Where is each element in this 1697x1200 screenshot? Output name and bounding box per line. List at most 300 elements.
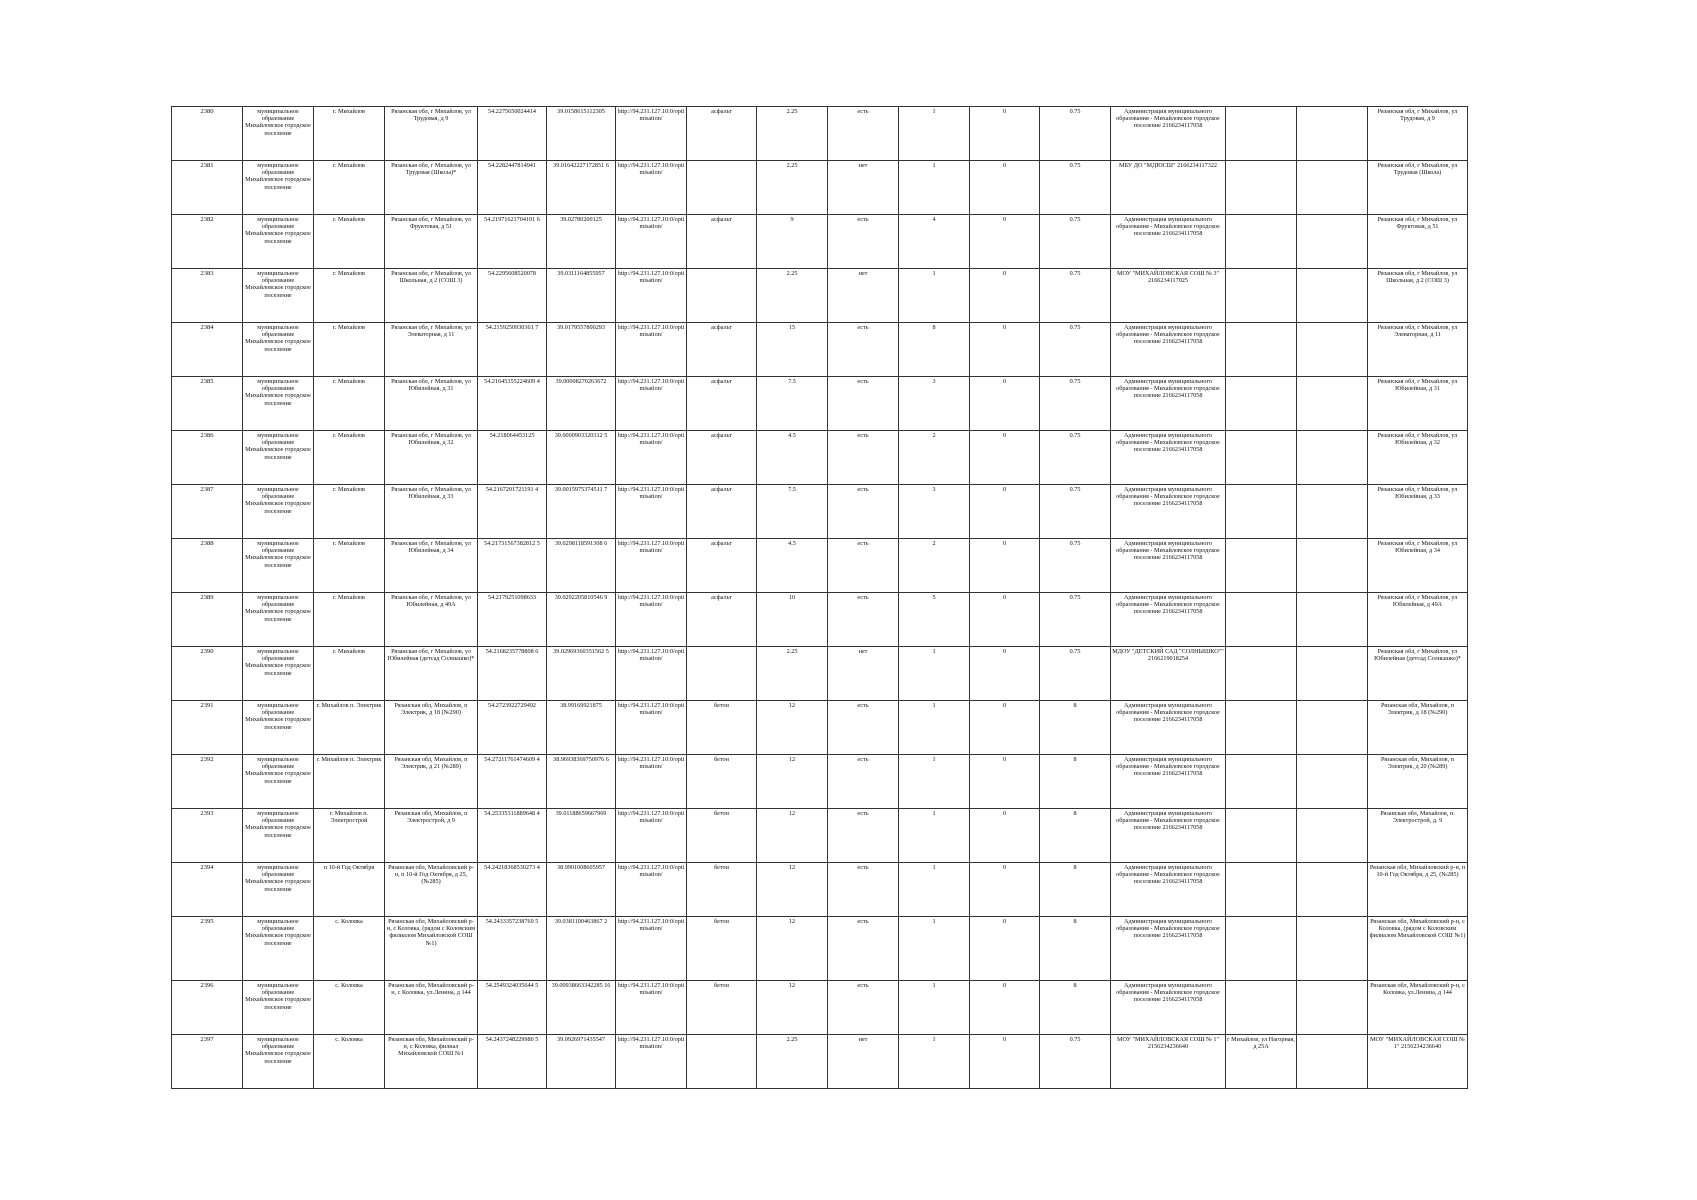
address-cell: Рязанская обл, г Михайлов, ул Юбилейная (детсад Солнышко)* <box>385 647 478 701</box>
container-count-cell: 1 <box>899 917 970 981</box>
container-count-cell: 5 <box>899 593 970 647</box>
table-row <box>172 809 1468 863</box>
address-cell: Рязанская обл, Михайловский р-н, с Коловка, (рядом с Коловским филиалом Михайловской СОШ №1) <box>385 917 478 981</box>
table-row <box>172 107 1468 161</box>
surface-cell: асфальт <box>687 377 757 431</box>
fence-cell: нет <box>828 1035 899 1089</box>
extra-cell-2 <box>1297 107 1368 161</box>
owner-cell: МОУ "МИХАЙЛОВСКАЯ СОШ № 3" 2166234117025 <box>1111 269 1226 323</box>
locality-cell: г. Михайлов <box>314 161 385 215</box>
owner-cell: Администрация муниципального образования - Михайловское городское поселение 2166234117058 <box>1111 809 1226 863</box>
reserved-count-cell: 0 <box>970 647 1040 701</box>
fence-cell: есть <box>828 701 899 755</box>
address-cell: Рязанская обл, г Михайлов, ул Юбилейная, д 31 <box>385 377 478 431</box>
latitude-cell: 54.21645355224609 4 <box>478 377 547 431</box>
extra-cell <box>1226 647 1297 701</box>
reserved-count-cell: 0 <box>970 917 1040 981</box>
owner-cell: Администрация муниципального образования - Михайловское городское поселение 2166234117058 <box>1111 593 1226 647</box>
longitude-cell: 39.00938663342285 16 <box>547 981 616 1035</box>
organization-cell: муниципальное образование Михайловское городское поселение <box>243 1035 314 1089</box>
table-row <box>172 1035 1468 1089</box>
extra-cell <box>1226 917 1297 981</box>
fence-cell: нет <box>828 269 899 323</box>
extra-cell <box>1226 863 1297 917</box>
table-row <box>172 323 1468 377</box>
container-count-cell: 1 <box>899 647 970 701</box>
container-count-cell: 1 <box>899 1035 970 1089</box>
latitude-cell: 54.2433357238769 5 <box>478 917 547 981</box>
area-cell: 12 <box>757 809 828 863</box>
latitude-cell: 54.21731567382812 5 <box>478 539 547 593</box>
area-cell: 2.25 <box>757 107 828 161</box>
row-number: 2388 <box>172 539 243 593</box>
longitude-cell: 39.0292205810546 9 <box>547 593 616 647</box>
reserved-count-cell: 0 <box>970 863 1040 917</box>
volume-cell: 0.75 <box>1040 485 1111 539</box>
longitude-cell: 39.0179557800293 <box>547 323 616 377</box>
volume-cell: 8 <box>1040 809 1111 863</box>
extra-cell-2 <box>1297 323 1368 377</box>
extra-cell-2 <box>1297 539 1368 593</box>
source-address-cell: Рязанская обл, г Михайлов, ул Юбилейная, д 34 <box>1368 539 1468 593</box>
fence-cell: есть <box>828 917 899 981</box>
locality-cell: г. Михайлов п. Электрик <box>314 755 385 809</box>
organization-cell: муниципальное образование Михайловское городское поселение <box>243 981 314 1035</box>
locality-cell: г. Михайлов <box>314 647 385 701</box>
extra-cell <box>1226 755 1297 809</box>
volume-cell: 0.75 <box>1040 1035 1111 1089</box>
surface-cell: асфальт <box>687 485 757 539</box>
row-number: 2381 <box>172 161 243 215</box>
fence-cell: есть <box>828 323 899 377</box>
latitude-cell: 54.27211761474609 4 <box>478 755 547 809</box>
owner-cell: Администрация муниципального образования - Михайловское городское поселение 2166234117058 <box>1111 917 1226 981</box>
link-cell: http://94.231.127.10:0/optimisation/ <box>616 981 687 1035</box>
locality-cell: г. Михайлов п. Электрик <box>314 701 385 755</box>
locality-cell: г. Михайлов <box>314 323 385 377</box>
locality-cell: с. Коловка <box>314 1035 385 1089</box>
volume-cell: 0.75 <box>1040 161 1111 215</box>
surface-cell: бетон <box>687 863 757 917</box>
containers-register-table <box>171 106 1468 1089</box>
organization-cell: муниципальное образование Михайловское городское поселение <box>243 431 314 485</box>
organization-cell: муниципальное образование Михайловское городское поселение <box>243 917 314 981</box>
locality-cell: г. Михайлов <box>314 215 385 269</box>
container-count-cell: 1 <box>899 809 970 863</box>
locality-cell: г. Михайлов <box>314 377 385 431</box>
source-address-cell: Рязанская обл, г Михайлов, ул Юбилейная (детсад Солнышко)* <box>1368 647 1468 701</box>
table-row <box>172 539 1468 593</box>
extra-cell-2 <box>1297 1035 1368 1089</box>
latitude-cell: 54.218064453125 <box>478 431 547 485</box>
longitude-cell: 39.0158615112305 <box>547 107 616 161</box>
latitude-cell: 54.2282447814941 <box>478 161 547 215</box>
row-number: 2387 <box>172 485 243 539</box>
volume-cell: 0.75 <box>1040 323 1111 377</box>
reserved-count-cell: 0 <box>970 431 1040 485</box>
latitude-cell: 54.24218368530273 4 <box>478 863 547 917</box>
locality-cell: г. Михайлов п. Электрострой <box>314 809 385 863</box>
longitude-cell: 39.00008270263672 <box>547 377 616 431</box>
extra-cell-2 <box>1297 647 1368 701</box>
longitude-cell: 39.0311164855957 <box>547 269 616 323</box>
source-address-cell: Рязанская обл, г Михайлов, ул Юбилейная, д 33 <box>1368 485 1468 539</box>
container-count-cell: 1 <box>899 701 970 755</box>
extra-cell: г Михайлов, ул Нагорная, д 25А <box>1226 1035 1297 1089</box>
fence-cell: есть <box>828 593 899 647</box>
reserved-count-cell: 0 <box>970 701 1040 755</box>
container-count-cell: 1 <box>899 269 970 323</box>
volume-cell: 8 <box>1040 917 1111 981</box>
locality-cell: г. Михайлов <box>314 431 385 485</box>
source-address-cell: Рязанская обл, Михайлов, п Электрик, д 20 (№289) <box>1368 755 1468 809</box>
area-cell: 4.5 <box>757 539 828 593</box>
fence-cell: нет <box>828 161 899 215</box>
link-cell: http://94.231.127.10:0/optimisation/ <box>616 647 687 701</box>
address-cell: Рязанская обл, Михайлов, п Электрострой, д 9 <box>385 809 478 863</box>
link-cell: http://94.231.127.10:0/optimisation/ <box>616 323 687 377</box>
extra-cell-2 <box>1297 485 1368 539</box>
surface-cell: асфальт <box>687 431 757 485</box>
owner-cell: Администрация муниципального образования - Михайловское городское поселение 2166234117058 <box>1111 755 1226 809</box>
longitude-cell: 38.99169921875 <box>547 701 616 755</box>
source-address-cell: Рязанская обл, Михайлов, п Электрик, д 18 (№290) <box>1368 701 1468 755</box>
extra-cell <box>1226 107 1297 161</box>
area-cell: 15 <box>757 323 828 377</box>
table-row <box>172 981 1468 1035</box>
area-cell: 4.5 <box>757 431 828 485</box>
owner-cell: МБУ ДО "МДЮСШ" 2166234117322 <box>1111 161 1226 215</box>
volume-cell: 0.75 <box>1040 215 1111 269</box>
address-cell: Рязанская обл, Михайловский р-н, с Коловка, филиал Михайловской СОШ №1 <box>385 1035 478 1089</box>
extra-cell <box>1226 323 1297 377</box>
longitude-cell: 39.02969360351562 5 <box>547 647 616 701</box>
volume-cell: 0.75 <box>1040 377 1111 431</box>
organization-cell: муниципальное образование Михайловское городское поселение <box>243 161 314 215</box>
longitude-cell: 39.0926971435547 <box>547 1035 616 1089</box>
organization-cell: муниципальное образование Михайловское городское поселение <box>243 323 314 377</box>
reserved-count-cell: 0 <box>970 755 1040 809</box>
reserved-count-cell: 0 <box>970 377 1040 431</box>
owner-cell: МДОУ "ДЕТСКИЙ САД "СОЛНЫШКО"" 2166219018254 <box>1111 647 1226 701</box>
extra-cell <box>1226 539 1297 593</box>
owner-cell: МОУ "МИХАЙЛОВСКАЯ СОШ № 1" 2156234236640 <box>1111 1035 1226 1089</box>
locality-cell: г. Михайлов <box>314 107 385 161</box>
source-address-cell: Рязанская обл, г Михайлов, ул Трудовая, д 9 <box>1368 107 1468 161</box>
row-number: 2382 <box>172 215 243 269</box>
address-cell: Рязанская обл, Михайловский р-н, с Коловка, ул.Ленина, д 144 <box>385 981 478 1035</box>
row-number: 2396 <box>172 981 243 1035</box>
organization-cell: муниципальное образование Михайловское городское поселение <box>243 539 314 593</box>
latitude-cell: 54.2275650024414 <box>478 107 547 161</box>
latitude-cell: 54.2295608520078 <box>478 269 547 323</box>
fence-cell: есть <box>828 485 899 539</box>
reserved-count-cell: 0 <box>970 809 1040 863</box>
row-number: 2383 <box>172 269 243 323</box>
extra-cell-2 <box>1297 863 1368 917</box>
organization-cell: муниципальное образование Михайловское городское поселение <box>243 647 314 701</box>
row-number: 2386 <box>172 431 243 485</box>
link-cell: http://94.231.127.10:0/optimisation/ <box>616 431 687 485</box>
address-cell: Рязанская обл, г Михайлов, ул Трудовая (Школа)* <box>385 161 478 215</box>
area-cell: 12 <box>757 981 828 1035</box>
owner-cell: Администрация муниципального образования - Михайловское городское поселение 2166234117058 <box>1111 539 1226 593</box>
fence-cell: есть <box>828 755 899 809</box>
address-cell: Рязанская обл, г Михайлов, ул Трудовая, д 9 <box>385 107 478 161</box>
organization-cell: муниципальное образование Михайловское городское поселение <box>243 755 314 809</box>
longitude-cell: 39.01188659667969 <box>547 809 616 863</box>
table-row <box>172 377 1468 431</box>
organization-cell: муниципальное образование Михайловское городское поселение <box>243 269 314 323</box>
surface-cell: бетон <box>687 809 757 863</box>
volume-cell: 8 <box>1040 755 1111 809</box>
fence-cell: есть <box>828 809 899 863</box>
organization-cell: муниципальное образование Михайловское городское поселение <box>243 485 314 539</box>
container-count-cell: 8 <box>899 323 970 377</box>
link-cell: http://94.231.127.10:0/optimisation/ <box>616 539 687 593</box>
link-cell: http://94.231.127.10:0/optimisation/ <box>616 809 687 863</box>
spreadsheet-page <box>171 106 1466 1089</box>
table-row <box>172 269 1468 323</box>
volume-cell: 0.75 <box>1040 647 1111 701</box>
address-cell: Рязанская обл, Михайловский р-н, п 10-й Год Октября, д 25, (№285) <box>385 863 478 917</box>
area-cell: 2.25 <box>757 647 828 701</box>
extra-cell-2 <box>1297 377 1368 431</box>
organization-cell: муниципальное образование Михайловское городское поселение <box>243 215 314 269</box>
source-address-cell: Рязанская обл, г Михайлов, ул Юбилейная, д 31 <box>1368 377 1468 431</box>
table-row <box>172 701 1468 755</box>
table-body <box>172 107 1468 1089</box>
link-cell: http://94.231.127.10:0/optimisation/ <box>616 917 687 981</box>
owner-cell: Администрация муниципального образования - Михайловское городское поселение 2166234117058 <box>1111 377 1226 431</box>
link-cell: http://94.231.127.10:0/optimisation/ <box>616 377 687 431</box>
table-row <box>172 917 1468 981</box>
table-row <box>172 431 1468 485</box>
organization-cell: муниципальное образование Михайловское городское поселение <box>243 593 314 647</box>
extra-cell <box>1226 809 1297 863</box>
organization-cell: муниципальное образование Михайловское городское поселение <box>243 863 314 917</box>
reserved-count-cell: 0 <box>970 539 1040 593</box>
locality-cell: п 10-й Год Октября <box>314 863 385 917</box>
longitude-cell: 39.02780200125 <box>547 215 616 269</box>
owner-cell: Администрация муниципального образования - Михайловское городское поселение 2166234117058 <box>1111 485 1226 539</box>
area-cell: 7.5 <box>757 485 828 539</box>
surface-cell <box>687 269 757 323</box>
locality-cell: г. Михайлов <box>314 485 385 539</box>
source-address-cell: Рязанская обл, Михайловский р-н, с Коловка, ул.Ленина, д 144 <box>1368 981 1468 1035</box>
row-number: 2393 <box>172 809 243 863</box>
surface-cell: асфальт <box>687 593 757 647</box>
area-cell: 10 <box>757 593 828 647</box>
container-count-cell: 4 <box>899 215 970 269</box>
extra-cell-2 <box>1297 431 1368 485</box>
extra-cell-2 <box>1297 161 1368 215</box>
extra-cell-2 <box>1297 809 1368 863</box>
address-cell: Рязанская обл, г Михайлов, ул Юбилейная, д 33 <box>385 485 478 539</box>
owner-cell: Администрация муниципального образования - Михайловское городское поселение 2166234117058 <box>1111 981 1226 1035</box>
organization-cell: муниципальное образование Михайловское городское поселение <box>243 701 314 755</box>
row-number: 2385 <box>172 377 243 431</box>
fence-cell: есть <box>828 431 899 485</box>
container-count-cell: 1 <box>899 161 970 215</box>
extra-cell-2 <box>1297 269 1368 323</box>
volume-cell: 8 <box>1040 701 1111 755</box>
locality-cell: г. Михайлов <box>314 269 385 323</box>
fence-cell: есть <box>828 215 899 269</box>
link-cell: http://94.231.127.10:0/optimisation/ <box>616 863 687 917</box>
row-number: 2392 <box>172 755 243 809</box>
reserved-count-cell: 0 <box>970 323 1040 377</box>
source-address-cell: Рязанская обл, г Михайлов, ул Элеваторная, д 11 <box>1368 323 1468 377</box>
extra-cell <box>1226 981 1297 1035</box>
container-count-cell: 3 <box>899 377 970 431</box>
surface-cell: бетон <box>687 755 757 809</box>
surface-cell <box>687 647 757 701</box>
volume-cell: 0.75 <box>1040 269 1111 323</box>
extra-cell <box>1226 593 1297 647</box>
surface-cell: бетон <box>687 701 757 755</box>
link-cell: http://94.231.127.10:0/optimisation/ <box>616 215 687 269</box>
extra-cell <box>1226 269 1297 323</box>
latitude-cell: 54.21971621704101 6 <box>478 215 547 269</box>
extra-cell-2 <box>1297 593 1368 647</box>
surface-cell: бетон <box>687 981 757 1035</box>
table-row <box>172 755 1468 809</box>
row-number: 2389 <box>172 593 243 647</box>
latitude-cell: 54.2167201721191 4 <box>478 485 547 539</box>
table-row <box>172 593 1468 647</box>
address-cell: Рязанская обл, г Михайлов, ул Юбилейная, д 34 <box>385 539 478 593</box>
extra-cell-2 <box>1297 917 1368 981</box>
locality-cell: г. Михайлов <box>314 593 385 647</box>
longitude-cell: 39.0000903320312 5 <box>547 431 616 485</box>
address-cell: Рязанская обл, г Михайлов, ул Юбилейная, д 49А <box>385 593 478 647</box>
surface-cell <box>687 1035 757 1089</box>
area-cell: 12 <box>757 917 828 981</box>
reserved-count-cell: 0 <box>970 485 1040 539</box>
link-cell: http://94.231.127.10:0/optimisation/ <box>616 755 687 809</box>
volume-cell: 8 <box>1040 981 1111 1035</box>
row-number: 2395 <box>172 917 243 981</box>
latitude-cell: 54.2437248229980 5 <box>478 1035 547 1089</box>
reserved-count-cell: 0 <box>970 107 1040 161</box>
row-number: 2394 <box>172 863 243 917</box>
area-cell: 12 <box>757 863 828 917</box>
volume-cell: 8 <box>1040 863 1111 917</box>
area-cell: 2.25 <box>757 161 828 215</box>
table-row <box>172 161 1468 215</box>
organization-cell: муниципальное образование Михайловское городское поселение <box>243 377 314 431</box>
owner-cell: Администрация муниципального образования - Михайловское городское поселение 2166234117058 <box>1111 863 1226 917</box>
fence-cell: есть <box>828 539 899 593</box>
address-cell: Рязанская обл, Михайлов, п Электрик, д 18 (№290) <box>385 701 478 755</box>
volume-cell: 0.75 <box>1040 431 1111 485</box>
source-address-cell: Рязанская обл, г Михайлов, ул Юбилейная, д 49А <box>1368 593 1468 647</box>
source-address-cell: Рязанская обл, г Михайлов, ул Юбилейная, д 32 <box>1368 431 1468 485</box>
extra-cell-2 <box>1297 701 1368 755</box>
row-number: 2384 <box>172 323 243 377</box>
source-address-cell: Рязанская обл, г Михайлов, ул Школьная, д 2 (СОШ 3) <box>1368 269 1468 323</box>
volume-cell: 0.75 <box>1040 539 1111 593</box>
latitude-cell: 54.2159250930361 7 <box>478 323 547 377</box>
container-count-cell: 3 <box>899 485 970 539</box>
source-address-cell: МОУ "МИХАЙЛОВСКАЯ СОШ № 1" 2156234236640 <box>1368 1035 1468 1089</box>
owner-cell: Администрация муниципального образования - Михайловское городское поселение 2166234117058 <box>1111 431 1226 485</box>
locality-cell: с. Коловка <box>314 981 385 1035</box>
surface-cell: бетон <box>687 917 757 981</box>
volume-cell: 0.75 <box>1040 593 1111 647</box>
source-address-cell: Рязанская обл, Михайлов, п. Электрострой, д. 9 <box>1368 809 1468 863</box>
extra-cell <box>1226 215 1297 269</box>
reserved-count-cell: 0 <box>970 215 1040 269</box>
owner-cell: Администрация муниципального образования - Михайловское городское поселение 2166234117058 <box>1111 323 1226 377</box>
longitude-cell: 39.0381100463867 2 <box>547 917 616 981</box>
source-address-cell: Рязанская обл, Михайловский р-н, с Коловка, (рядом с Коловским филиалом Михайловской СОШ №1) <box>1368 917 1468 981</box>
owner-cell: Администрация муниципального образования - Михайловское городское поселение 2166234117058 <box>1111 215 1226 269</box>
fence-cell: есть <box>828 377 899 431</box>
latitude-cell: 54.2179251098633 <box>478 593 547 647</box>
address-cell: Рязанская обл, г Михайлов, ул Школьная, д 2 (СОШ 3) <box>385 269 478 323</box>
area-cell: 2.25 <box>757 269 828 323</box>
extra-cell-2 <box>1297 981 1368 1035</box>
link-cell: http://94.231.127.10:0/optimisation/ <box>616 1035 687 1089</box>
surface-cell <box>687 161 757 215</box>
reserved-count-cell: 0 <box>970 161 1040 215</box>
container-count-cell: 1 <box>899 755 970 809</box>
longitude-cell: 38.96938369750976 6 <box>547 755 616 809</box>
organization-cell: муниципальное образование Михайловское городское поселение <box>243 107 314 161</box>
extra-cell <box>1226 161 1297 215</box>
extra-cell <box>1226 431 1297 485</box>
table-row <box>172 485 1468 539</box>
fence-cell: есть <box>828 981 899 1035</box>
container-count-cell: 1 <box>899 107 970 161</box>
fence-cell: есть <box>828 863 899 917</box>
link-cell: http://94.231.127.10:0/optimisation/ <box>616 701 687 755</box>
latitude-cell: 54.25335311889648 4 <box>478 809 547 863</box>
area-cell: 12 <box>757 755 828 809</box>
container-count-cell: 2 <box>899 431 970 485</box>
extra-cell <box>1226 485 1297 539</box>
table-row <box>172 863 1468 917</box>
area-cell: 12 <box>757 701 828 755</box>
extra-cell <box>1226 377 1297 431</box>
latitude-cell: 54.2549324035644 5 <box>478 981 547 1035</box>
longitude-cell: 39.01642227172851 6 <box>547 161 616 215</box>
row-number: 2391 <box>172 701 243 755</box>
reserved-count-cell: 0 <box>970 269 1040 323</box>
source-address-cell: Рязанская обл, г Михайлов, ул Фруктовая, д 51 <box>1368 215 1468 269</box>
surface-cell: асфальт <box>687 323 757 377</box>
link-cell: http://94.231.127.10:0/optimisation/ <box>616 593 687 647</box>
link-cell: http://94.231.127.10:0/optimisation/ <box>616 269 687 323</box>
link-cell: http://94.231.127.10:0/optimisation/ <box>616 485 687 539</box>
source-address-cell: Рязанская обл, Михайловский р-н, п 10-й Год Октября, д 25, (№285) <box>1368 863 1468 917</box>
table-row <box>172 647 1468 701</box>
fence-cell: есть <box>828 107 899 161</box>
table-row <box>172 215 1468 269</box>
reserved-count-cell: 0 <box>970 593 1040 647</box>
row-number: 2397 <box>172 1035 243 1089</box>
fence-cell: нет <box>828 647 899 701</box>
link-cell: http://94.231.127.10:0/optimisation/ <box>616 161 687 215</box>
surface-cell: асфальт <box>687 539 757 593</box>
surface-cell: асфальт <box>687 215 757 269</box>
organization-cell: муниципальное образование Михайловское городское поселение <box>243 809 314 863</box>
locality-cell: с. Коловка <box>314 917 385 981</box>
extra-cell-2 <box>1297 755 1368 809</box>
latitude-cell: 54.2723922729492 <box>478 701 547 755</box>
